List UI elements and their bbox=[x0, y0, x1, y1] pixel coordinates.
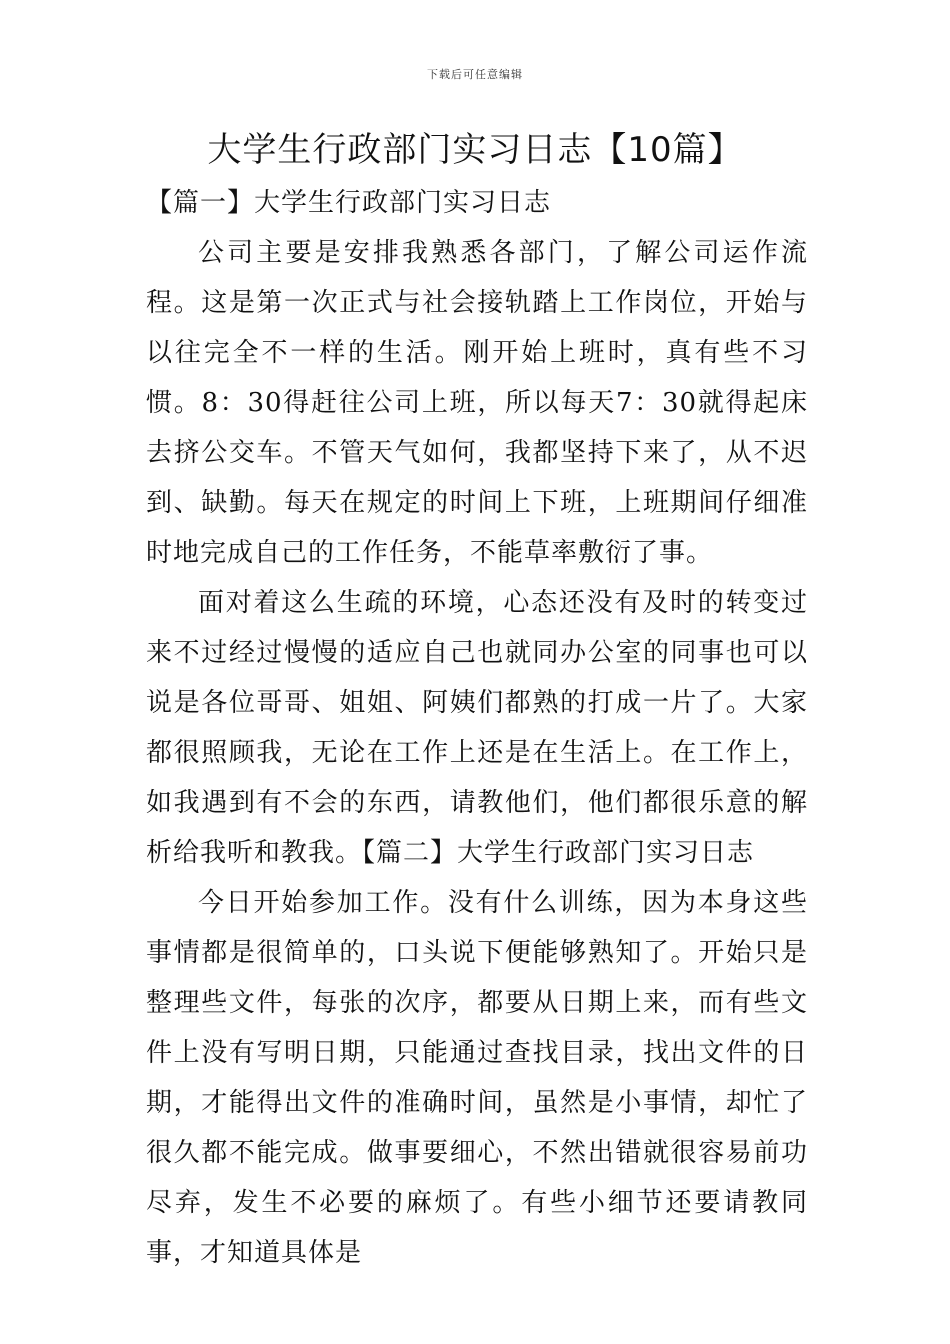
paragraph-1: 公司主要是安排我熟悉各部门，了解公司运作流程。这是第一次正式与社会接轨踏上工作岗位，开始与以往完全不一样的生活。刚开始上班时，真有些不习惯。8：30得赶往公司上班，所以每天7：30就得起床去挤公交车。不管天气如何，我都坚持下来了，从不迟到、缺勤。每天在规定的时间上下班，上班期间仔细准时地完成自己的工作任务，不能草率敷衍了事。 bbox=[146, 238, 808, 568]
header-note: 下载后可任意编辑 bbox=[427, 68, 523, 81]
section-heading-2: 【篇二】大学生行政部门实习日志 bbox=[362, 838, 755, 868]
document-body bbox=[146, 178, 808, 1278]
paragraph-2-text: 面对着这么生疏的环境，心态还没有及时的转变过来不过经过慢慢的适应自己也就同办公室的同事也可以说是各位哥哥、姐姐、阿姨们都熟的打成一片了。大家都很照顾我，无论在工作上还是在生活上。在工作上，如我遇到有不会的东西，请教他们，他们都很乐意的解析给我听和教我。 bbox=[146, 588, 808, 868]
section-heading-1: 【篇一】大学生行政部门实习日志 bbox=[146, 188, 552, 218]
paragraph-3: 今日开始参加工作。没有什么训练，因为本身这些事情都是很简单的，口头说下便能够熟知了。开始只是整理些文件，每张的次序，都要从日期上来，而有些文件上没有写明日期，只能通过查找目录，找出文件的日期，才能得出文件的准确时间，虽然是小事情，却忙了很久都不能完成。做事要细心，不然出错就很容易前功尽弃，发生不必要的麻烦了。有些小细节还要请教同事，才知道具体是 bbox=[146, 888, 808, 1268]
paragraph-2 bbox=[146, 578, 808, 878]
document-title: 大学生行政部门实习日志【10篇】 bbox=[207, 130, 743, 170]
